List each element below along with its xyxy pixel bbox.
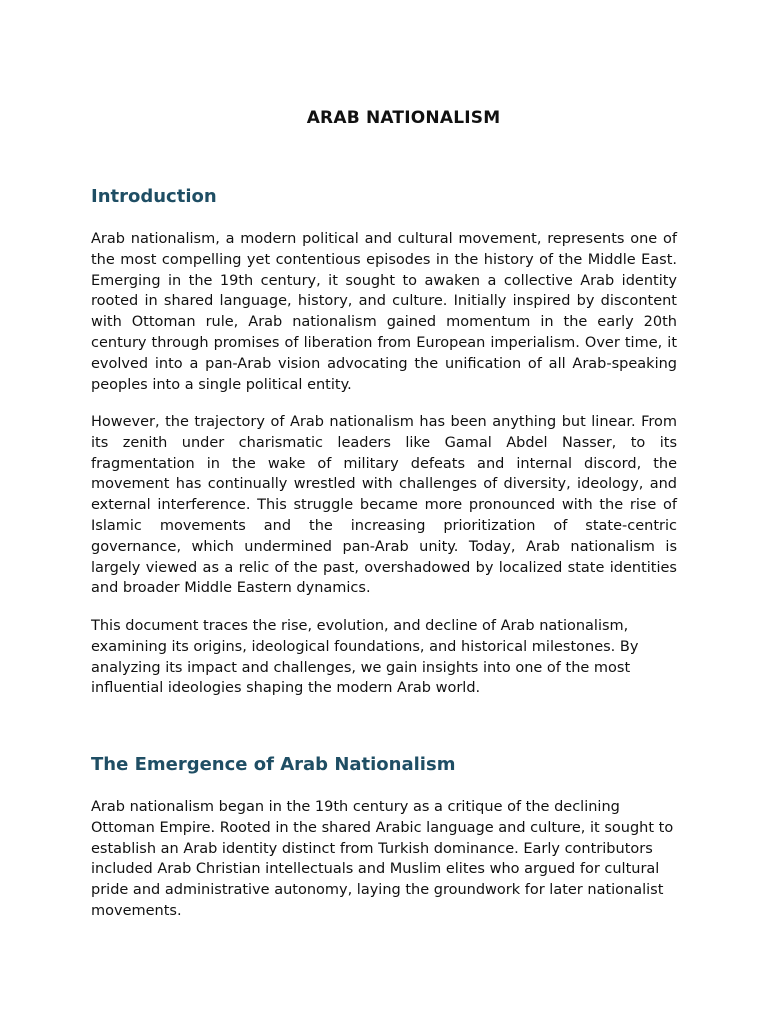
document-title: ARAB NATIONALISM [306,108,501,128]
paragraph: Arab nationalism began in the 19th century as a critique of the declining Ottoman Empire. Rooted in the shared Arabic language and culture, it sought to establish an Arab identity distinct from Turkish dominance. Early contributors included Arab Christian intellectuals and Muslim elites who argued for cultural pride and administrative autonomy, laying the groundwork for later nationalist movements. [91,799,674,919]
paragraph: However, the trajectory of Arab nationalism has been anything but linear. From its zenith under charismatic leaders like Gamal Abdel Nasser, to its fragmentation in the wake of military defeats and internal discord, the movement has continually wrestled with challenges of diversity, ideology, and external interference. This struggle became more pronounced with the rise of Islamic movements and the increasing prioritization of state-centric governance, which undermined pan-Arab unity. Today, Arab nationalism is largely viewed as a relic of the past, overshadowed by localized state identities and broader Middle Eastern dynamics. [91,414,677,597]
section-heading-emergence: The Emergence of Arab Nationalism [91,754,456,775]
paragraph: This document traces the rise, evolution, and decline of Arab nationalism, examining its origins, ideological foundations, and historical milestones. By analyzing its impact and challenges, we gain insights into one of the most influential ideologies shaping the modern Arab world. [91,618,639,697]
section-heading-introduction: Introduction [91,186,217,207]
paragraph: Arab nationalism, a modern political and cultural movement, represents one of the most compelling yet contentious episodes in the history of the Middle East. Emerging in the 19th century, it sought to awaken a collective Arab identity rooted in shared language, history, and culture. Initially inspired by discontent with Ottoman rule, Arab nationalism gained momentum in the early 20th century through promises of liberation from European imperialism. Over time, it evolved into a pan-Arab vision advocating the unification of all Arab-speaking peoples into a single political entity. [91,231,677,393]
